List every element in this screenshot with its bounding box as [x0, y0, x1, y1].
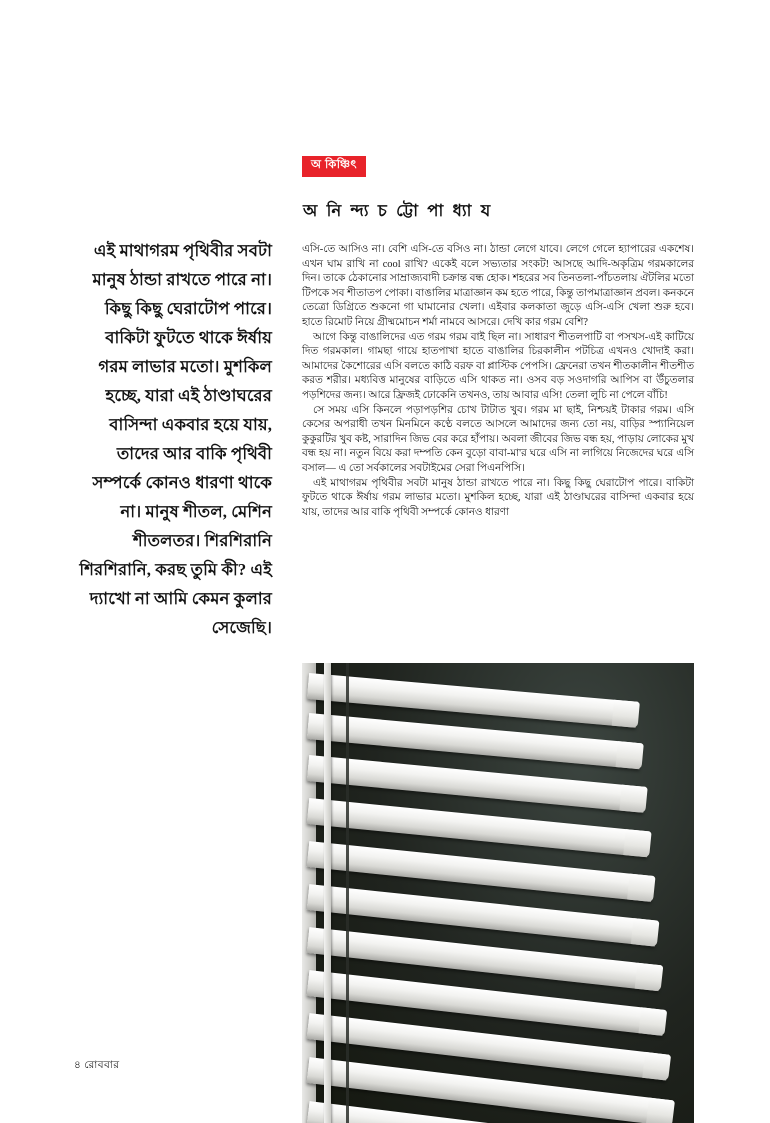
body-paragraph: আগে কিন্তু বাঙালিদের এত গরম গরম বাই ছিল না। সাধারণ শীতলপাটি বা পসখস-এই কাটিয়ে দিত গরমকাল। গামছা গায়ে হাতপাখা হাতে বাঙালির চিরকালীন পটচিত্র এখনও খোদাই করা। আমাদের কৈশোরের এসি বলতে কাঠি বরফ বা প্লাস্টিক পেপসি। ফ্রেনেরা তখন শীতকালীন শীতশীত করত শরীর। মধ্যবিত্ত মানুষের বাড়িতে এসি থাকত না। ওসব বড় সওদাগরি আপিস বা উঁচুতলার পড়শিদের জন্য। আরে ফ্রিজই ঢোকেনি তখনও, তায় আবার এসি! তেলা লুচি না পেলে বাঁচি!	[302, 331, 694, 401]
body-paragraph: এসি-তে আসিও না। বেশি এসি-তে বসিও না। ঠান্ডা লেগে যাবে। লেগে গেলে হ্যাপারের একশেষ। এখন ঘাম রাখি না cool রাখি? একেই বলে সভ্যতার সংকট! আসছে আদি-অকৃত্রিম গরমকালের দিন। তাকে ঠেকানোর সাম্রাজ্যবাদী চক্রান্ত বন্ধ হোক। শহরের সব তিনতলা-পাঁচতলায় ঐটলির মতো টিপকে সব শীতাতপ পোকা। বাঙালির মাত্রাজ্ঞান কম হতে পারে, কিন্তু তাপমাত্রাজ্ঞান প্রবল। কনকনে তেত্রো ডিগ্রিতে শুকনো গা ঘামানোর খেলা। এইবার কলকাতা জুড়ে এসি-এসি খেলা শুরু হবে। হাতে রিমোট নিয়ে গ্রীষ্মমোচন শর্মা নামবে আসরে। দেখি কার গরম বেশি?	[302, 244, 694, 328]
category-tag: অ কিঞ্চিৎ	[302, 156, 366, 177]
blind-tilt-rod	[324, 663, 331, 1123]
article-body	[302, 243, 694, 520]
blind-lift-cord	[346, 663, 349, 1123]
window-blinds-photograph	[302, 663, 694, 1123]
pull-quote: এই মাথাগরম পৃথিবীর সবটা মানুষ ঠান্ডা রাখতে পারে না। কিছু কিছু ঘেরাটোপ পারে। বাকিটা ফুটতে থাকে ঈর্ষায় গরম লাভার মতো। মুশকিল হচ্ছে, যারা এই ঠাণ্ডাঘরের বাসিন্দা একবার হয়ে যায়, তাদের আর বাকি পৃথিবী সম্পর্কে কোনও ধারণা থাকে না। মানুষ শীতল, মেশিন শীতলতর। শিরশিরানি শিরশিরানি, করছ তুমি কী? এই দ্যাখো না আমি কেমন কুলার সেজেছি।	[79, 241, 272, 637]
body-paragraph: সে সময় এসি কিনলে পড়াপড়শির চোখ টাটাত খুব। গরম মা ছাই, নিশ্চয়ই টাকার গরম। এসি কেসের অপরাধী তখন মিনমিনে কণ্ঠে বলতে আসলে আমাদের জন্য তো নয়, বাড়ির স্প্যানিয়েল কুকুরটির খুব কষ্ট, সারাদিন জিভ বের করে হাঁপায়। অবলা জীবের জিভ বন্ধ হয়, পাড়ায় লোকের মুখ বন্ধ হয় না। নতুন বিয়ে করা দম্পতি কেন বুড়ো বাবা-মা'র ঘরে এসি না লাগিয়ে নিজেদের ঘরে এসি বসাল— এ তো সর্বকালের সবটাইমের সেরা পিএনপিসি।	[302, 404, 694, 474]
author-byline: অ নি ন্দ্য চ ট্টো পা ধ্যা য	[303, 201, 493, 220]
body-paragraph: এই মাথাগরম পৃথিবীর সবটা মানুষ ঠান্ডা রাখতে পারে না। কিছু কিছু ঘেরাটোপ পারে। বাকিটা ফুটতে থাকে ঈর্ষায় গরম লাভার মতো। মুশকিল হচ্ছে, যারা এই ঠাণ্ডাঘরের বাসিন্দা একবার হয়ে যায়, তাদের আর বাকি পৃথিবী সম্পর্কে কোনও ধারণা	[302, 477, 694, 518]
page-folio: ৪ রোববার	[74, 1060, 120, 1071]
